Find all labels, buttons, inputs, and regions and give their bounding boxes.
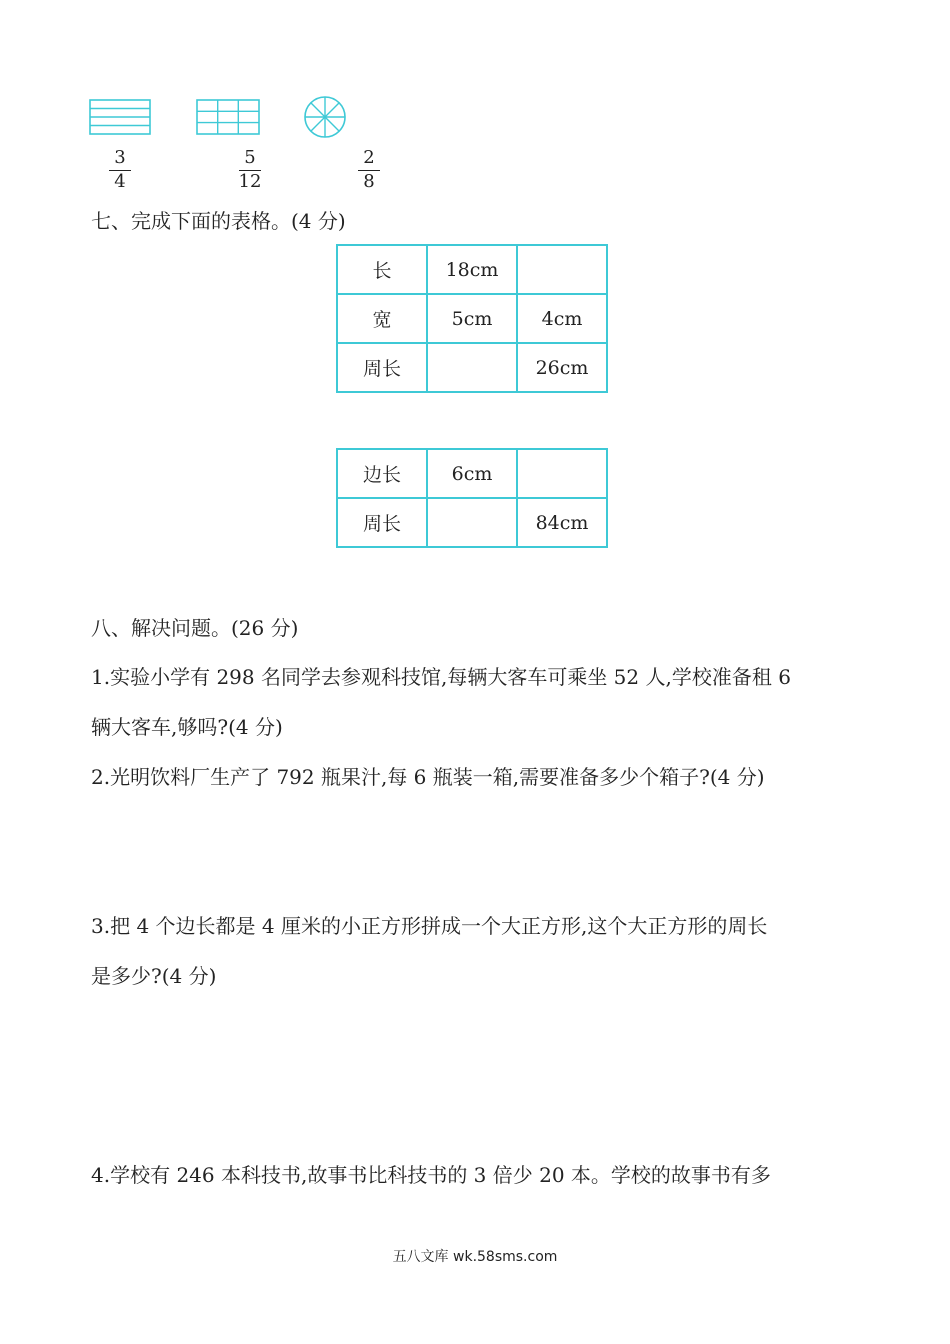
table-cell: 周长 bbox=[337, 343, 427, 392]
fraction-3-4 bbox=[100, 148, 140, 192]
table-cell: 边长 bbox=[337, 449, 427, 498]
table-cell: 周长 bbox=[337, 498, 427, 547]
question-2: 2.光明饮料厂生产了 792 瓶果汁,每 6 瓶装一箱,需要准备多少个箱子?(4 分) bbox=[91, 765, 765, 789]
question-4-line-1: 4.学校有 246 本科技书,故事书比科技书的 3 倍少 20 本。学校的故事书有多 bbox=[91, 1163, 771, 1187]
rectangle-table bbox=[336, 244, 608, 393]
section-7-heading: 七、完成下面的表格。(4 分) bbox=[91, 209, 346, 233]
table-cell: 84cm bbox=[517, 498, 607, 547]
table-cell: 4cm bbox=[517, 294, 607, 343]
table-cell: 6cm bbox=[427, 449, 517, 498]
table-cell: 长 bbox=[337, 245, 427, 294]
question-1-line-1: 1.实验小学有 298 名同学去参观科技馆,每辆大客车可乘坐 52 人,学校准备租 6 bbox=[91, 665, 791, 689]
table-cell: 18cm bbox=[427, 245, 517, 294]
table-row bbox=[337, 343, 607, 392]
section-8-heading: 八、解决问题。(26 分) bbox=[91, 616, 299, 640]
footer-watermark: 五八文库 wk.58sms.com bbox=[392, 1249, 558, 1265]
table-row bbox=[337, 449, 607, 498]
table-row bbox=[337, 498, 607, 547]
fraction-numerator: 3 bbox=[114, 147, 126, 168]
fraction-denominator: 8 bbox=[363, 171, 375, 192]
table-row bbox=[337, 245, 607, 294]
fraction-5-12 bbox=[230, 148, 270, 192]
table-cell: 5cm bbox=[427, 294, 517, 343]
question-3-line-2: 是多少?(4 分) bbox=[91, 964, 217, 988]
fraction-denominator: 4 bbox=[114, 171, 126, 192]
fraction-numerator: 2 bbox=[363, 147, 375, 168]
table-cell-blank[interactable] bbox=[517, 245, 607, 294]
question-1-line-2: 辆大客车,够吗?(4 分) bbox=[91, 715, 283, 739]
grid-rectangle-figure bbox=[195, 96, 263, 138]
divided-circle-figure bbox=[301, 96, 349, 140]
table-cell-blank[interactable] bbox=[427, 498, 517, 547]
table-cell-blank[interactable] bbox=[517, 449, 607, 498]
table-cell-blank[interactable] bbox=[427, 343, 517, 392]
square-table bbox=[336, 448, 608, 548]
table-row bbox=[337, 294, 607, 343]
question-3-line-1: 3.把 4 个边长都是 4 厘米的小正方形拼成一个大正方形,这个大正方形的周长 bbox=[91, 914, 768, 938]
striped-rectangle-figure bbox=[88, 96, 154, 138]
table-cell: 宽 bbox=[337, 294, 427, 343]
table-cell: 26cm bbox=[517, 343, 607, 392]
fraction-denominator: 12 bbox=[238, 171, 262, 192]
fraction-numerator: 5 bbox=[244, 147, 256, 168]
fraction-2-8 bbox=[349, 148, 389, 192]
